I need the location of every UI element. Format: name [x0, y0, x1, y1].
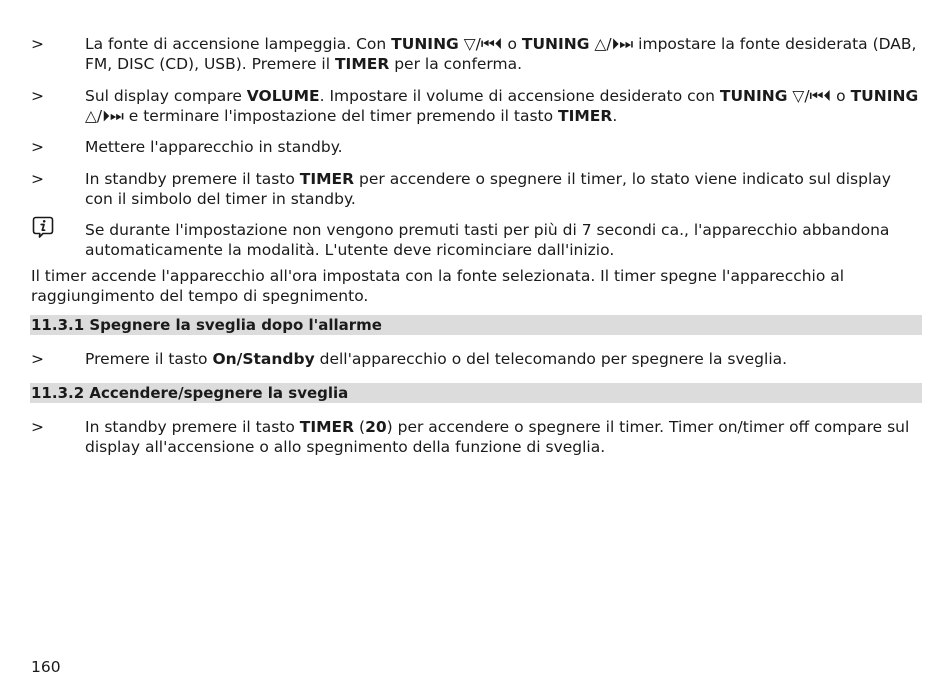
- note-text: Se durante l'impostazione non vengono premuti tasti per più di 7 secondi ca., l'apparecchio abbandona automaticamente la modalità. L'utente deve ricominciare dall'inizio.: [85, 221, 890, 259]
- text-run: ▽/⏮⏴ o: [458, 35, 522, 53]
- text-run: △/⏵⏭ impostare la fonte desiderata (DAB, FM, DISC (CD), USB). Premere il: [85, 35, 917, 73]
- step-text: [85, 86, 923, 126]
- text-run: . Impostare il volume di accensione desiderato con: [319, 87, 720, 105]
- text-run: Mettere l'apparecchio in standby.: [85, 138, 343, 156]
- step-text: [85, 417, 923, 457]
- section1-step: [31, 349, 923, 369]
- text-run: In standby premere il tasto: [85, 170, 300, 188]
- text-run: .: [612, 107, 618, 125]
- bold-term: VOLUME: [246, 87, 320, 105]
- bullet-marker: >: [31, 418, 44, 436]
- text-run: ) per accendere o spegnere il timer. Timer on/timer off compare sul display all'accensione o allo spegnimento della funzione di sveglia.: [85, 418, 910, 456]
- text-run: dell'apparecchio o del telecomando per spegnere la sveglia.: [314, 350, 788, 368]
- section-heading-11-3-1: 11.3.1 Spegnere la sveglia dopo l'allarme: [30, 315, 922, 335]
- page-number: 160: [31, 658, 61, 676]
- text-run: Premere il tasto: [85, 350, 213, 368]
- bullet-marker: >: [31, 87, 44, 105]
- text-run: (: [354, 418, 366, 436]
- bullet-marker: >: [31, 350, 44, 368]
- bullet-marker: >: [31, 170, 44, 188]
- step-4: [31, 169, 923, 209]
- step-3: [31, 137, 923, 157]
- bold-term: TUNING: [391, 35, 459, 53]
- bullet-marker: >: [31, 138, 44, 156]
- timer-paragraph: Il timer accende l'apparecchio all'ora impostata con la fonte selezionata. Il timer spegne l'apparecchio al raggiungimento del tempo di spegnimento.: [31, 267, 845, 305]
- text-run: ▽/⏮⏴ o: [787, 87, 851, 105]
- text-run: △/⏵⏭ e terminare l'impostazione del timer premendo il tasto: [85, 107, 559, 125]
- bold-term: TIMER: [558, 107, 613, 125]
- step-text: [85, 349, 923, 369]
- bold-term: TIMER: [334, 55, 390, 73]
- info-icon: [31, 215, 55, 239]
- bold-term: 20: [365, 418, 387, 436]
- text-run: Sul display compare: [85, 87, 247, 105]
- bold-term: TUNING: [719, 87, 788, 105]
- bold-term: TIMER: [299, 170, 355, 188]
- text-run: In standby premere il tasto: [85, 418, 300, 436]
- bold-term: On/Standby: [212, 350, 315, 368]
- step-text: [85, 34, 923, 74]
- text-run: La fonte di accensione lampeggia. Con: [85, 35, 392, 53]
- section2-step: [31, 417, 923, 457]
- step-text: [85, 137, 923, 157]
- section-heading-11-3-2: 11.3.2 Accendere/spegnere la sveglia: [30, 383, 922, 403]
- bold-term: TUNING: [850, 87, 919, 105]
- step-2: [31, 86, 923, 126]
- info-note: [31, 220, 923, 260]
- bullet-marker: >: [31, 35, 44, 53]
- text-run: per accendere o spegnere il timer, lo stato viene indicato sul display con il simbolo del timer in standby.: [85, 170, 891, 208]
- bold-term: TUNING: [521, 35, 590, 53]
- bold-term: TIMER: [299, 418, 355, 436]
- text-run: per la conferma.: [389, 55, 523, 73]
- step-1: [31, 34, 923, 74]
- step-text: [85, 169, 923, 209]
